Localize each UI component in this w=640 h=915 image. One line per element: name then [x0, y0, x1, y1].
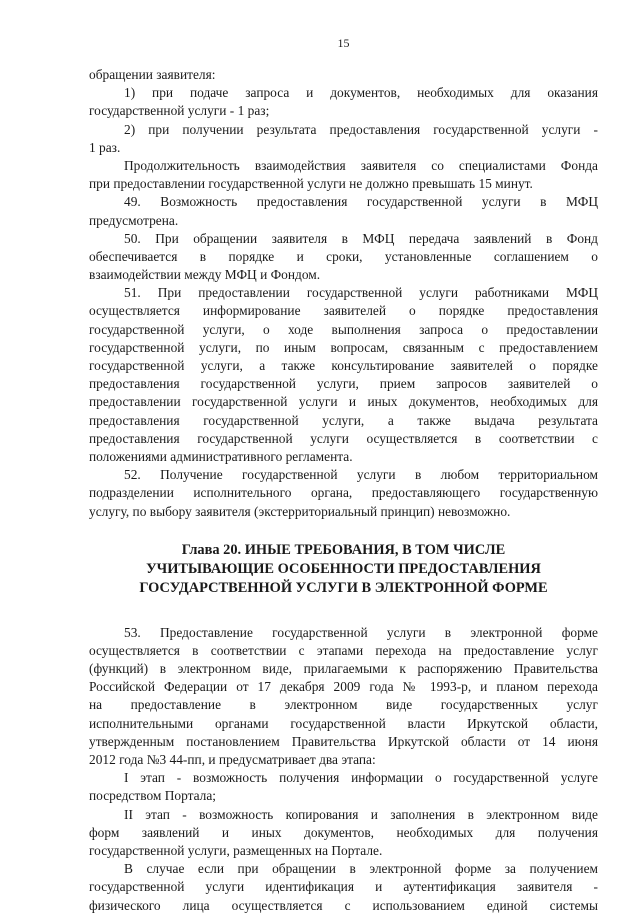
- heading-line: Глава 20. ИНЫЕ ТРЕБОВАНИЯ, В ТОМ ЧИСЛЕ: [181, 541, 506, 558]
- text-line: осуществляется в соответствии с этапами перехода на предоставление услуг: [89, 642, 598, 658]
- text-line: обеспечивается в порядке и сроки, установленные соглашением о: [89, 248, 598, 264]
- text-line: государственной услуги, размещенных на Портале.: [89, 842, 383, 858]
- text-line: (функций) в электронном виде, прилагаемыми к распоряжению Правительства: [89, 661, 598, 677]
- text-line: государственной услуги идентификация и аутентификация заявителя -: [89, 879, 598, 895]
- text-line: на предоставление в электронном виде государственных услуг: [89, 697, 598, 713]
- text-line: подразделении исполнительного органа, предоставляющего государственную: [89, 485, 598, 501]
- text-line: 1 раз.: [89, 139, 121, 155]
- text-line: при предоставлении государственной услуги не должно превышать 15 минут.: [89, 176, 533, 192]
- text-line: I этап - возможность получения информации о государственной услуге: [124, 770, 598, 786]
- text-line: 2012 года №3 44-пп, и предусматривает два этапа:: [89, 752, 376, 767]
- text-line: предоставления государственной услуги осуществляется в соответствии с: [89, 430, 598, 446]
- text-line: государственной услуги, о ходе выполнения запроса о предоставлении: [89, 321, 598, 337]
- text-line: 50. При обращении заявителя в МФЦ передача заявлений в Фонд: [124, 230, 598, 246]
- text-line: предоставлении государственной услуги и иных документов, необходимых для: [89, 394, 598, 410]
- text-line: государственной услуги - 1 раз;: [89, 103, 270, 119]
- text-line: форм заявлений и иных документов, необходимых для получения: [89, 824, 598, 840]
- text-line: государственной услуги, а также консультирование заявителей о порядке: [89, 358, 598, 373]
- text-line: Продолжительность взаимодействия заявителя со специалистами Фонда: [124, 157, 598, 173]
- text-line: физического лица осуществляется с использованием единой системы: [89, 897, 598, 913]
- text-line: 1) при подаче запроса и документов, необходимых для оказания: [124, 85, 598, 101]
- text-line: услугу, по выбору заявителя (экстерриториальный принцип) невозможно.: [89, 503, 511, 519]
- heading-line: УЧИТЫВАЮЩИЕ ОСОБЕННОСТИ ПРЕДОСТАВЛЕНИЯ: [146, 560, 541, 577]
- text-line: осуществляется информирование заявителей о порядке предоставления: [89, 303, 598, 319]
- text-line: 52. Получение государственной услуги в любом территориальном: [124, 467, 598, 483]
- text-line: Российской Федерации от 17 декабря 2009 года № 1993-р, и планом перехода: [89, 679, 598, 695]
- text-line: обращении заявителя:: [89, 67, 216, 82]
- text-line: утвержденным постановлением Правительства Иркутской области от 14 июня: [89, 733, 598, 749]
- text-line: 2) при получении результата предоставления государственной услуги -: [124, 121, 598, 137]
- text-line: II этап - возможность копирования и заполнения в электронном виде: [124, 806, 598, 822]
- text-line: 49. Возможность предоставления государственной услуги в МФЦ: [124, 194, 598, 210]
- text-line: исполнительными органами государственной власти Иркутской области,: [89, 715, 598, 731]
- text-line: 53. Предоставление государственной услуги в электронной форме: [124, 624, 598, 640]
- text-line: взаимодействии между МФЦ и Фондом.: [89, 267, 321, 283]
- page-number: 15: [337, 36, 350, 50]
- text-line: предусмотрена.: [89, 212, 179, 228]
- heading-line: ГОСУДАРСТВЕННОЙ УСЛУГИ В ЭЛЕКТРОННОЙ ФОРМЕ: [139, 579, 548, 596]
- body-text-block-2: [89, 624, 598, 915]
- chapter-heading: [89, 541, 598, 598]
- text-line: предоставления государственной услуги, прием запросов заявителей о: [89, 376, 598, 392]
- text-line: предоставления государственной услуги, а также выдача результата: [89, 412, 598, 428]
- text-line: посредством Портала;: [89, 788, 217, 804]
- text-line: В случае если при обращении в электронной форме за получением: [124, 861, 598, 877]
- body-text-block-1: [89, 66, 598, 521]
- text-line: государственной услуги, по иным вопросам, связанным с предоставлением: [89, 339, 598, 355]
- text-line: 51. При предоставлении государственной услуги работниками МФЦ: [124, 285, 598, 301]
- text-line: положениями административного регламента.: [89, 448, 353, 464]
